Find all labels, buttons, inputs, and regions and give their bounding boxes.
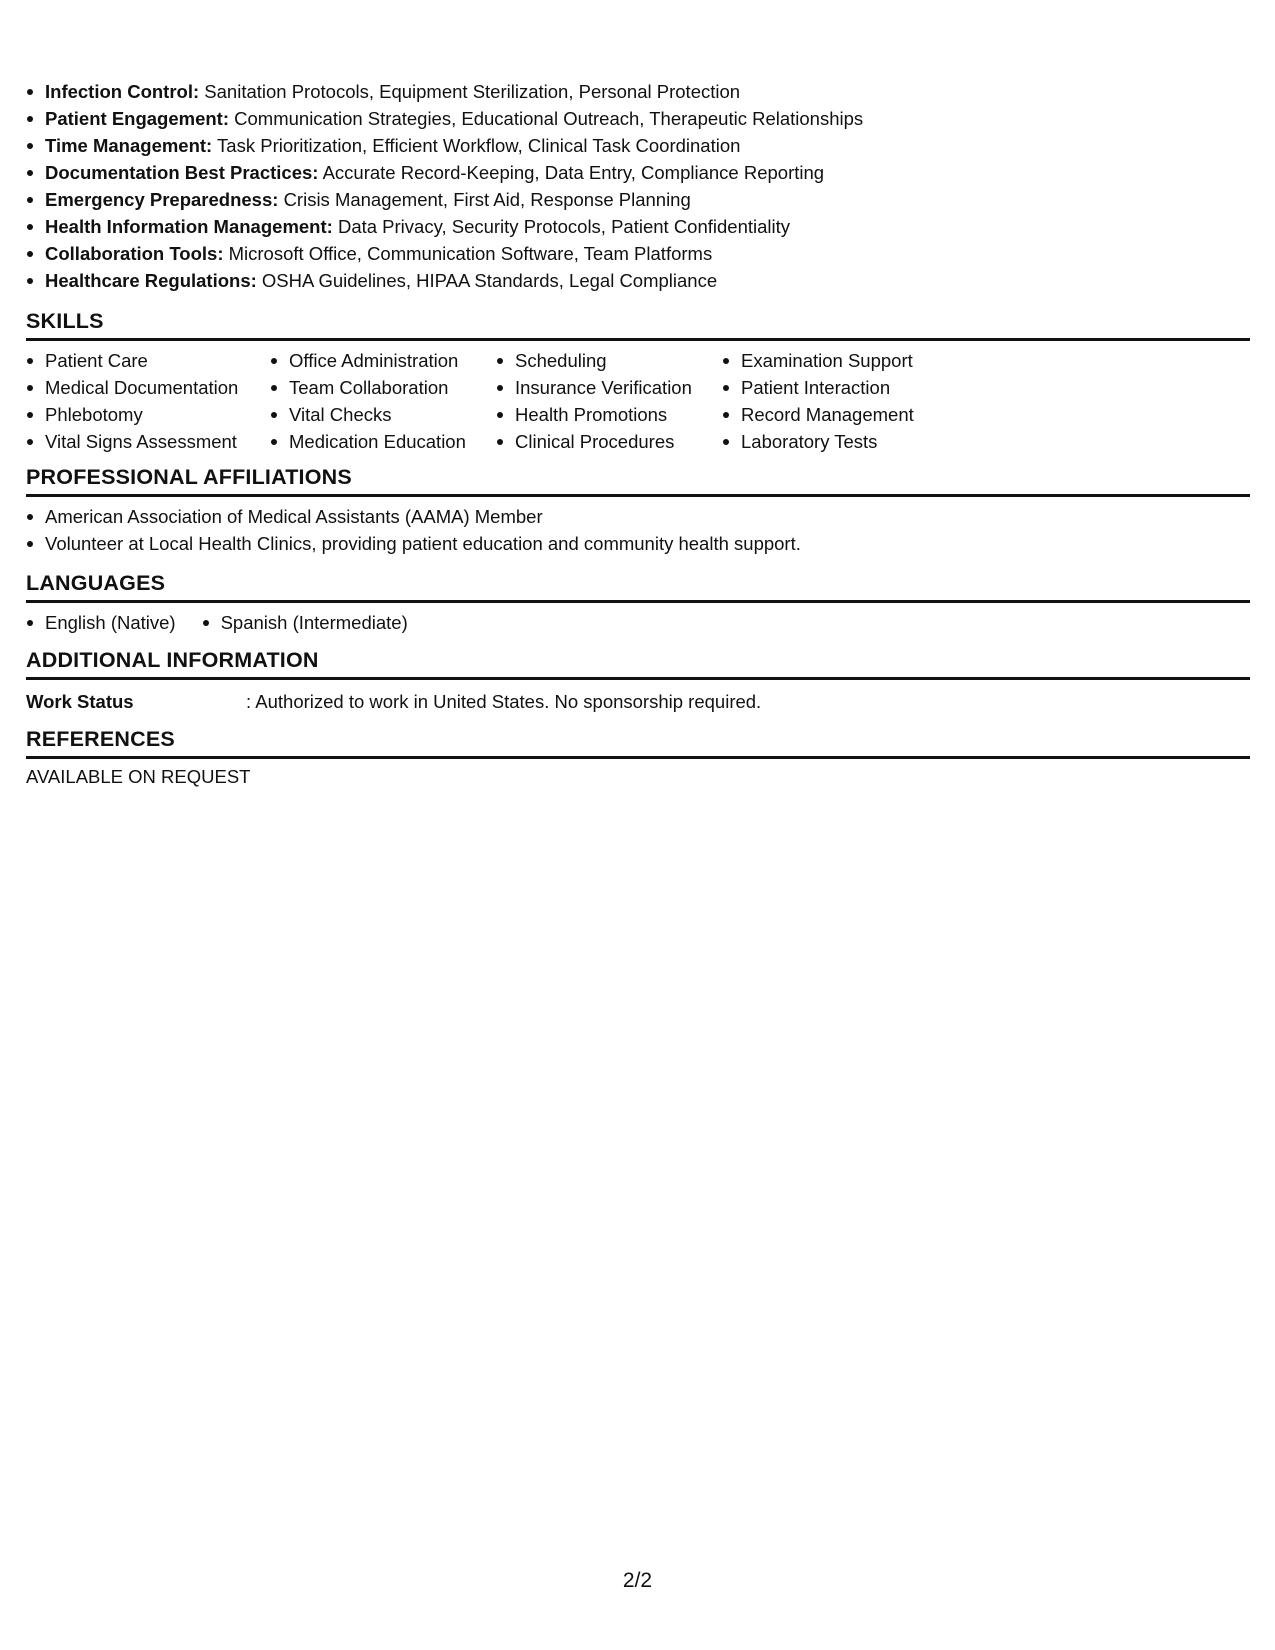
skill-item: Patient Care <box>26 347 270 374</box>
list-item: American Association of Medical Assistants (AAMA) Member <box>26 503 1250 530</box>
section-heading-skills: SKILLS <box>26 307 1250 341</box>
skill-item: Clinical Procedures <box>496 428 722 455</box>
work-status-value: : Authorized to work in United States. No sponsorship required. <box>246 691 762 712</box>
language-item: Spanish (Intermediate) <box>202 609 408 636</box>
competency-desc: OSHA Guidelines, HIPAA Standards, Legal Compliance <box>261 270 718 291</box>
skill-item: Medical Documentation <box>26 374 270 401</box>
skill-item: Record Management <box>722 401 982 428</box>
competency-term: Patient Engagement: <box>45 108 229 129</box>
competency-desc: Crisis Management, First Aid, Response Planning <box>283 189 691 210</box>
skill-item: Vital Signs Assessment <box>26 428 270 455</box>
affiliations-list <box>26 503 1250 557</box>
skills-column <box>496 347 722 455</box>
affiliations-body <box>26 497 1250 557</box>
competency-desc: Task Prioritization, Efficient Workflow, Clinical Task Coordination <box>217 135 741 156</box>
additional-info-body <box>26 680 1250 715</box>
competency-term: Collaboration Tools: <box>45 243 224 264</box>
list-item <box>26 213 1250 240</box>
section-heading-languages: LANGUAGES <box>26 569 1250 603</box>
list-item <box>26 159 1250 186</box>
skill-item: Vital Checks <box>270 401 496 428</box>
competencies-list <box>26 78 1250 294</box>
skill-item: Patient Interaction <box>722 374 982 401</box>
section-heading-affiliations: PROFESSIONAL AFFILIATIONS <box>26 463 1250 497</box>
page-number: 2/2 <box>622 1569 653 1592</box>
competency-term: Documentation Best Practices: <box>45 162 319 183</box>
list-item: Volunteer at Local Health Clinics, providing patient education and community health support. <box>26 530 1250 557</box>
languages-body <box>26 603 1250 636</box>
references-text: AVAILABLE ON REQUEST <box>26 766 251 787</box>
list-item <box>26 186 1250 213</box>
list-item <box>26 132 1250 159</box>
competency-desc: Accurate Record-Keeping, Data Entry, Compliance Reporting <box>322 162 825 183</box>
skills-column <box>270 347 496 455</box>
section-heading-additional-info: ADDITIONAL INFORMATION <box>26 646 1250 680</box>
skills-grid <box>26 341 1250 455</box>
skills-column <box>26 347 270 455</box>
work-status-row <box>26 686 1250 715</box>
skill-item: Medication Education <box>270 428 496 455</box>
section-heading-references: REFERENCES <box>26 725 1250 759</box>
competency-term: Emergency Preparedness: <box>45 189 279 210</box>
languages-list <box>26 609 1250 636</box>
skills-column <box>722 347 982 455</box>
list-item <box>26 267 1250 294</box>
skill-item: Insurance Verification <box>496 374 722 401</box>
resume-content <box>26 78 1250 790</box>
skill-item: Examination Support <box>722 347 982 374</box>
list-item <box>26 105 1250 132</box>
skill-item: Scheduling <box>496 347 722 374</box>
competency-term: Time Management: <box>45 135 213 156</box>
list-item <box>26 78 1250 105</box>
skill-item: Office Administration <box>270 347 496 374</box>
language-item: English (Native) <box>26 609 176 636</box>
skill-item: Laboratory Tests <box>722 428 982 455</box>
competency-term: Healthcare Regulations: <box>45 270 257 291</box>
competency-desc: Sanitation Protocols, Equipment Sterilization, Personal Protection <box>204 81 741 102</box>
competency-term: Infection Control: <box>45 81 200 102</box>
skill-item: Team Collaboration <box>270 374 496 401</box>
competency-desc: Communication Strategies, Educational Outreach, Therapeutic Relationships <box>234 108 864 129</box>
work-status-label: Work Status <box>26 691 134 712</box>
competency-desc: Microsoft Office, Communication Software, Team Platforms <box>228 243 713 264</box>
competency-desc: Data Privacy, Security Protocols, Patient Confidentiality <box>337 216 791 237</box>
competency-term: Health Information Management: <box>45 216 333 237</box>
skill-item: Phlebotomy <box>26 401 270 428</box>
list-item <box>26 240 1250 267</box>
skill-item: Health Promotions <box>496 401 722 428</box>
